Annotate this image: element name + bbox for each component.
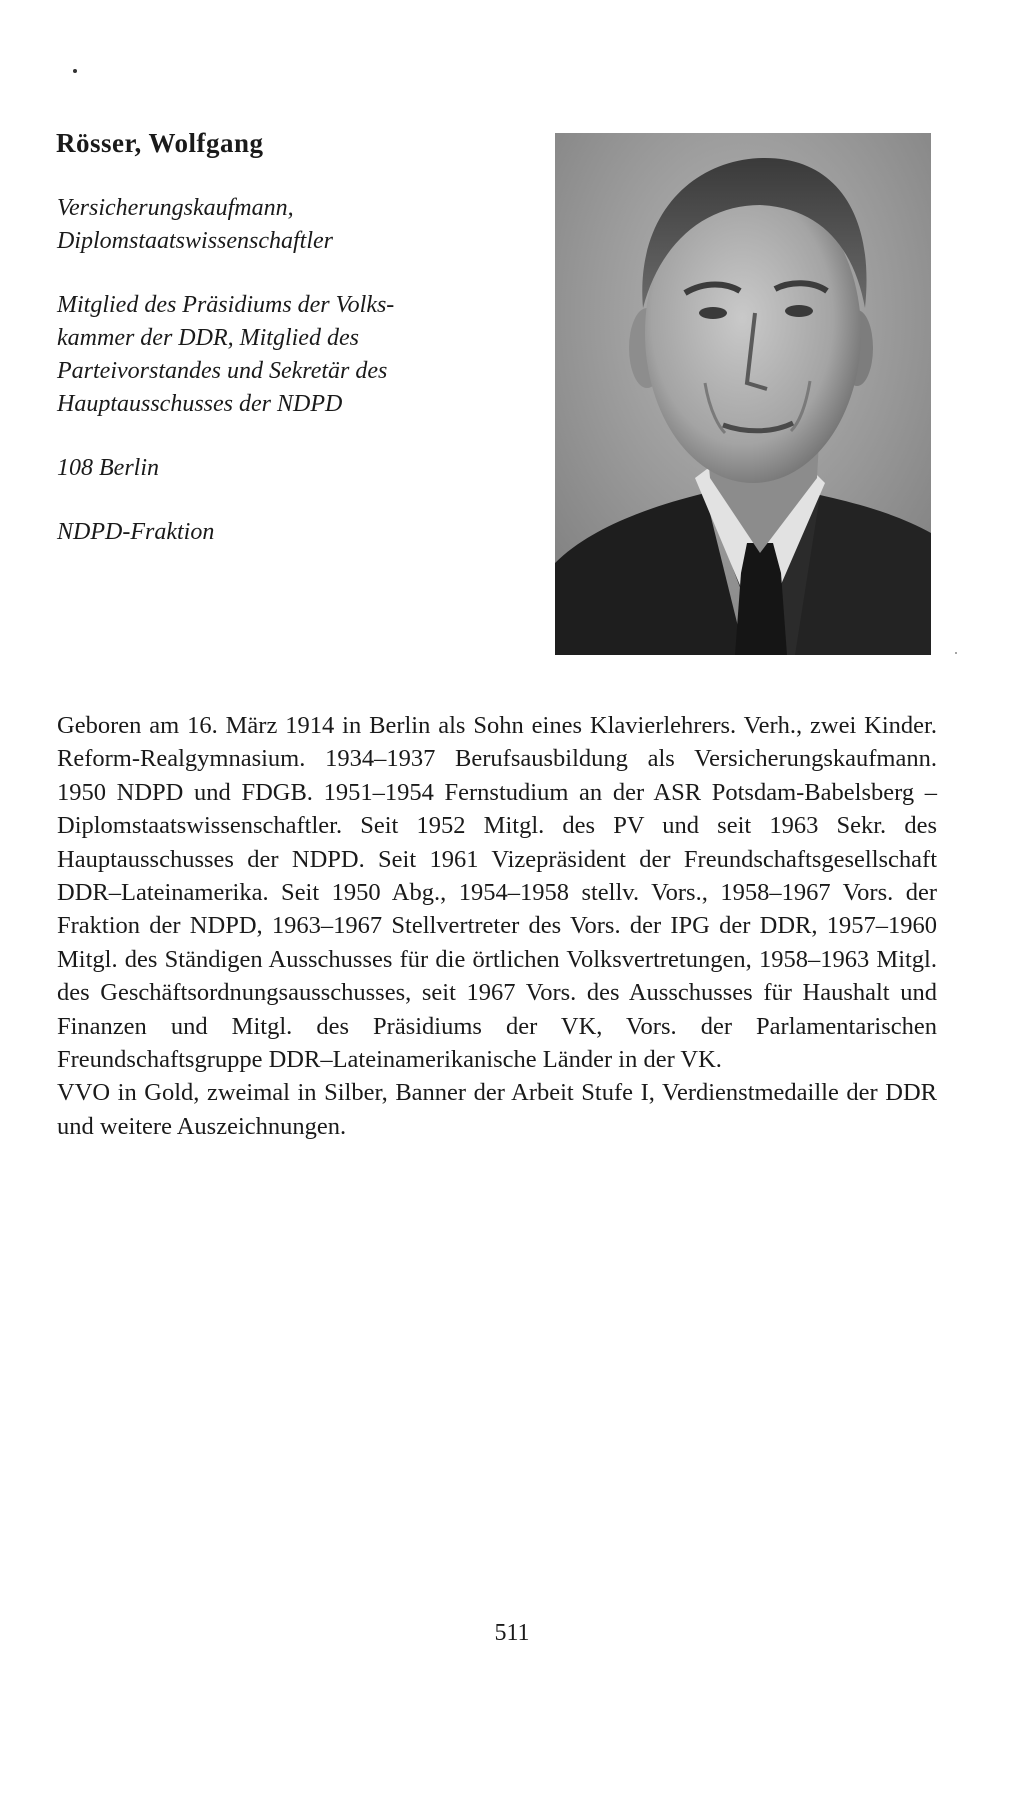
roles [57, 289, 507, 421]
profession [57, 192, 507, 258]
biography [57, 709, 937, 1143]
portrait-photo-icon [555, 133, 931, 655]
print-speck [955, 652, 957, 654]
profession-line: Versicherungskaufmann, [57, 195, 294, 221]
page-number: 511 [494, 1620, 530, 1646]
print-speck [73, 69, 77, 73]
biography-text: Geboren am 16. März 1914 in Berlin als Sohn eines Klavierlehrers. Verh., zwei Kinder. Reform-Realgymnasium. 1934–1937 Berufsausbildung als Versicherungskaufmann. 1950 NDPD und FDGB. 1951–1954 Fernstudium an der ASR Potsdam-Babelsberg – Diplomstaatswissenschaftler. Seit 1952 Mitgl. des PV und seit 1963 Sekr. des Hauptausschusses der NDPD. Seit 1961 Vizepräsident der Freundschaftsgesellschaft DDR–Lateinamerika. Seit 1950 Abg., 1954–1958 stellv. Vors., 1958–1967 Vors. der Fraktion der NDPD, 1963–1967 Stellvertreter des Vors. der IPG der DDR, 1957–1960 Mitgl. des Ständigen Ausschusses für die örtlichen Volksvertretungen, 1958–1963 Mitgl. des Geschäftsordnungsausschusses, seit 1967 Vors. des Ausschusses für Haushalt und Finanzen und Mitgl. des Präsidiums der VK, Vors. der Parlamentarischen Freundschaftsgruppe DDR–Lateinamerikanische Länder in der VK. [57, 712, 937, 1074]
address: 108 Berlin [57, 455, 159, 481]
entry-name: Rösser, Wolfgang [56, 128, 264, 158]
profession-line: Diplomstaatswissenschaftler [57, 228, 334, 254]
role-line: Parteivorstandes und Sekretär des [57, 358, 388, 384]
role-line: kammer der DDR, Mitglied des [57, 325, 359, 351]
entry-info [57, 192, 507, 580]
role-line: Hauptausschusses der NDPD [57, 391, 343, 417]
awards-text: VVO in Gold, zweimal in Silber, Banner der Arbeit Stufe I, Verdienstmedaille der DDR und weitere Auszeichnungen. [57, 1079, 937, 1140]
role-line: Mitglied des Präsidiums der Volks- [57, 292, 395, 318]
faction: NDPD-Fraktion [57, 519, 215, 545]
portrait-photo [555, 133, 931, 655]
